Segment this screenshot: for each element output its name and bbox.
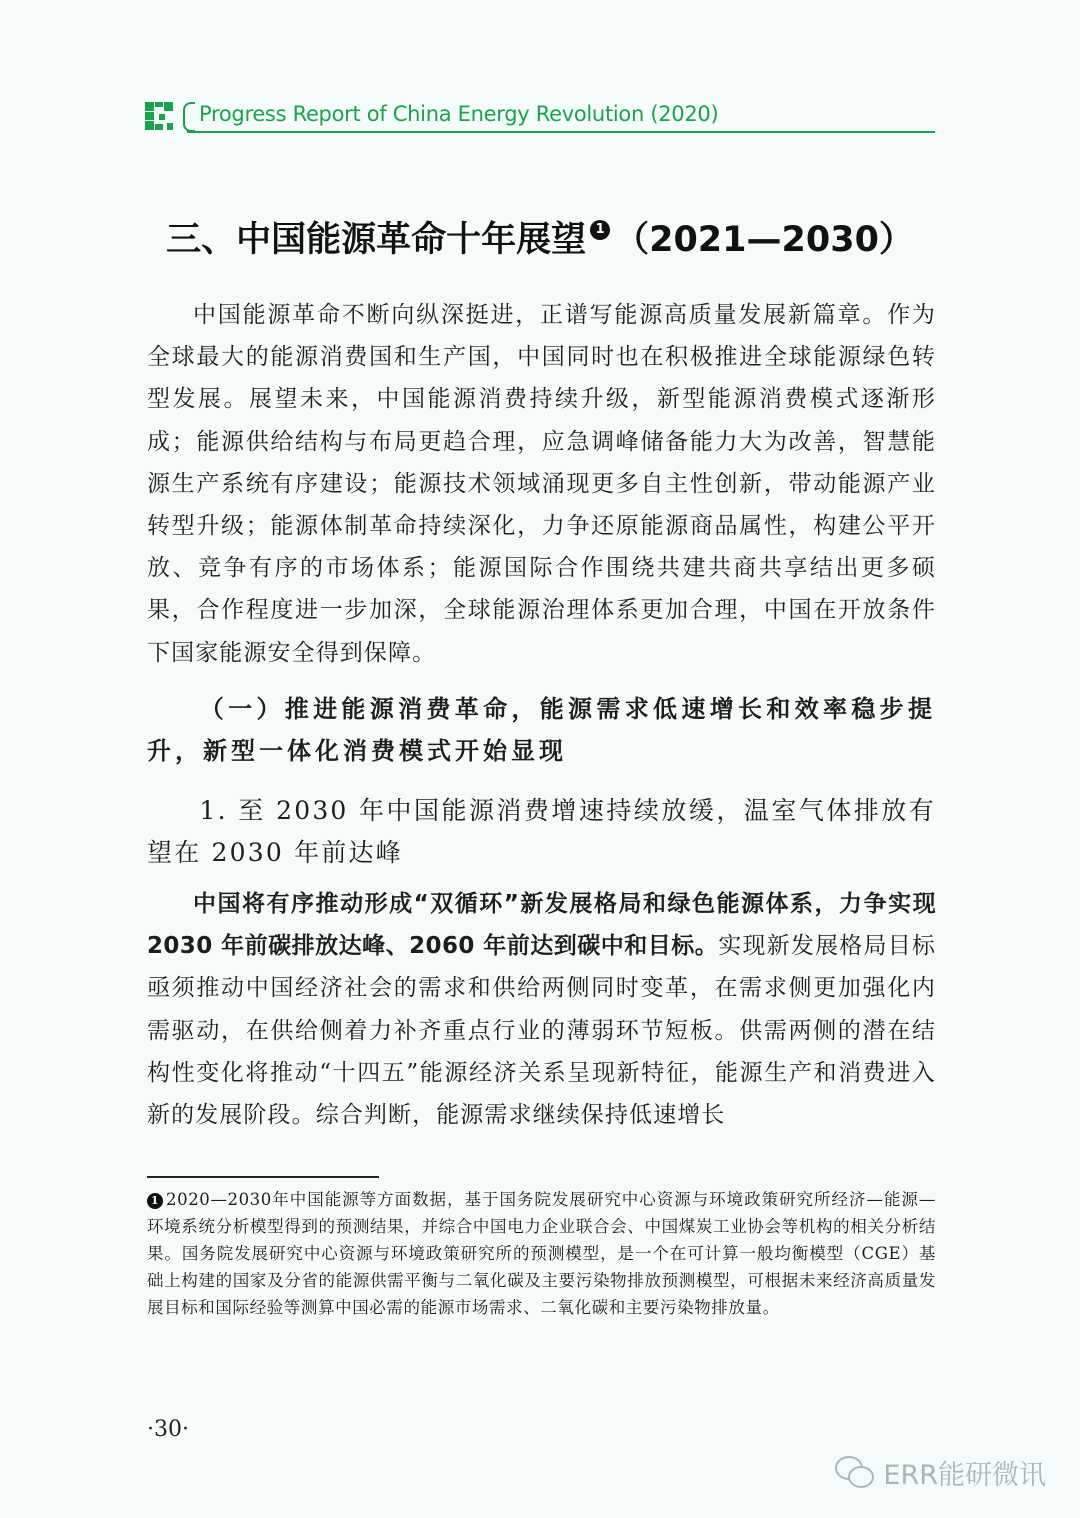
footnote	[147, 1186, 936, 1321]
footnote-mark-icon: 1	[147, 1193, 163, 1209]
body-text: 实现新发展格局目标亟须推动中国经济社会的需求和供给两侧同时变革，在需求侧更加强化内需驱动，在供给侧着力补齐重点行业的薄弱环节短板。供需两侧的潜在结构性变化将推动“十四五”能源经济关系呈现新特征，能源生产和消费进入新的发展阶段。综合判断，能源需求继续保持低速增长	[147, 933, 936, 1129]
footnote-rule	[147, 1176, 379, 1178]
subsection-heading: 1. 至 2030 年中国能源消费增速持续放缓，温室气体排放有望在 2030 年前达峰	[147, 796, 936, 867]
header-title: Progress Report of China Energy Revolution (2020)	[199, 102, 719, 126]
intro-paragraph: 中国能源革命不断向纵深挺进，正谱写能源高质量发展新篇章。作为全球最大的能源消费国和生产国，中国同时也在积极推进全球能源绿色转型发展。展望未来，中国能源消费持续升级，新型能源消费模式逐渐形成；能源供给结构与布局更趋合理，应急调峰储备能力大为改善，智慧能源生产系统有序建设；能源技术领域涌现更多自主性创新，带动能源产业转型升级；能源体制革命持续深化，力争还原能源商品属性，构建公平开放、竞争有序的市场体系；能源国际合作围绕共建共商共享结出更多硕果，合作程度进一步加深，全球能源治理体系更加合理，中国在开放条件下国家能源安全得到保障。	[147, 302, 936, 666]
body-bold-lead: 中国将有序推动形成“双循环”新发展格局和绿色能源体系，力争实现 2030 年前碳排放达峰、2060 年前达到碳中和目标。	[147, 891, 936, 960]
report-logo-icon	[145, 102, 173, 130]
watermark-text: ERR能研微讯	[883, 1459, 1046, 1491]
chapter-title-years: （2021—2030）	[614, 220, 914, 260]
chapter-title-main: 三、中国能源革命十年展望	[166, 220, 587, 260]
running-header	[145, 100, 935, 134]
footnote-text: 2020—2030年中国能源等方面数据，基于国务院发展研究中心资源与环境政策研究所经济—能源—环境系统分析模型得到的预测结果，并综合中国电力企业联合会、中国煤炭工业协会等机构的相关分析结果。国务院发展研究中心资源与环境政策研究所的预测模型，是一个在可计算一般均衡模型（CGE）基础上构建的国家及分省的能源供需平衡与二氧化碳及主要污染物排放预测模型，可根据未来经济高质量发展目标和国际经验等测算中国必需的能源市场需求、二氧化碳和主要污染物排放量。	[147, 1190, 936, 1317]
page-number: ·30·	[147, 1417, 189, 1442]
wechat-icon	[835, 1454, 875, 1490]
watermark	[835, 1452, 1046, 1492]
body-paragraph	[147, 883, 936, 1136]
section-heading: （一）推进能源消费革命，能源需求低速增长和效率稳步提升，新型一体化消费模式开始显现	[147, 694, 936, 765]
chapter-title	[0, 212, 1080, 262]
footnote-ref-icon[interactable]: 1	[590, 220, 610, 240]
header-rule	[187, 131, 935, 133]
header-bracket	[183, 102, 195, 132]
